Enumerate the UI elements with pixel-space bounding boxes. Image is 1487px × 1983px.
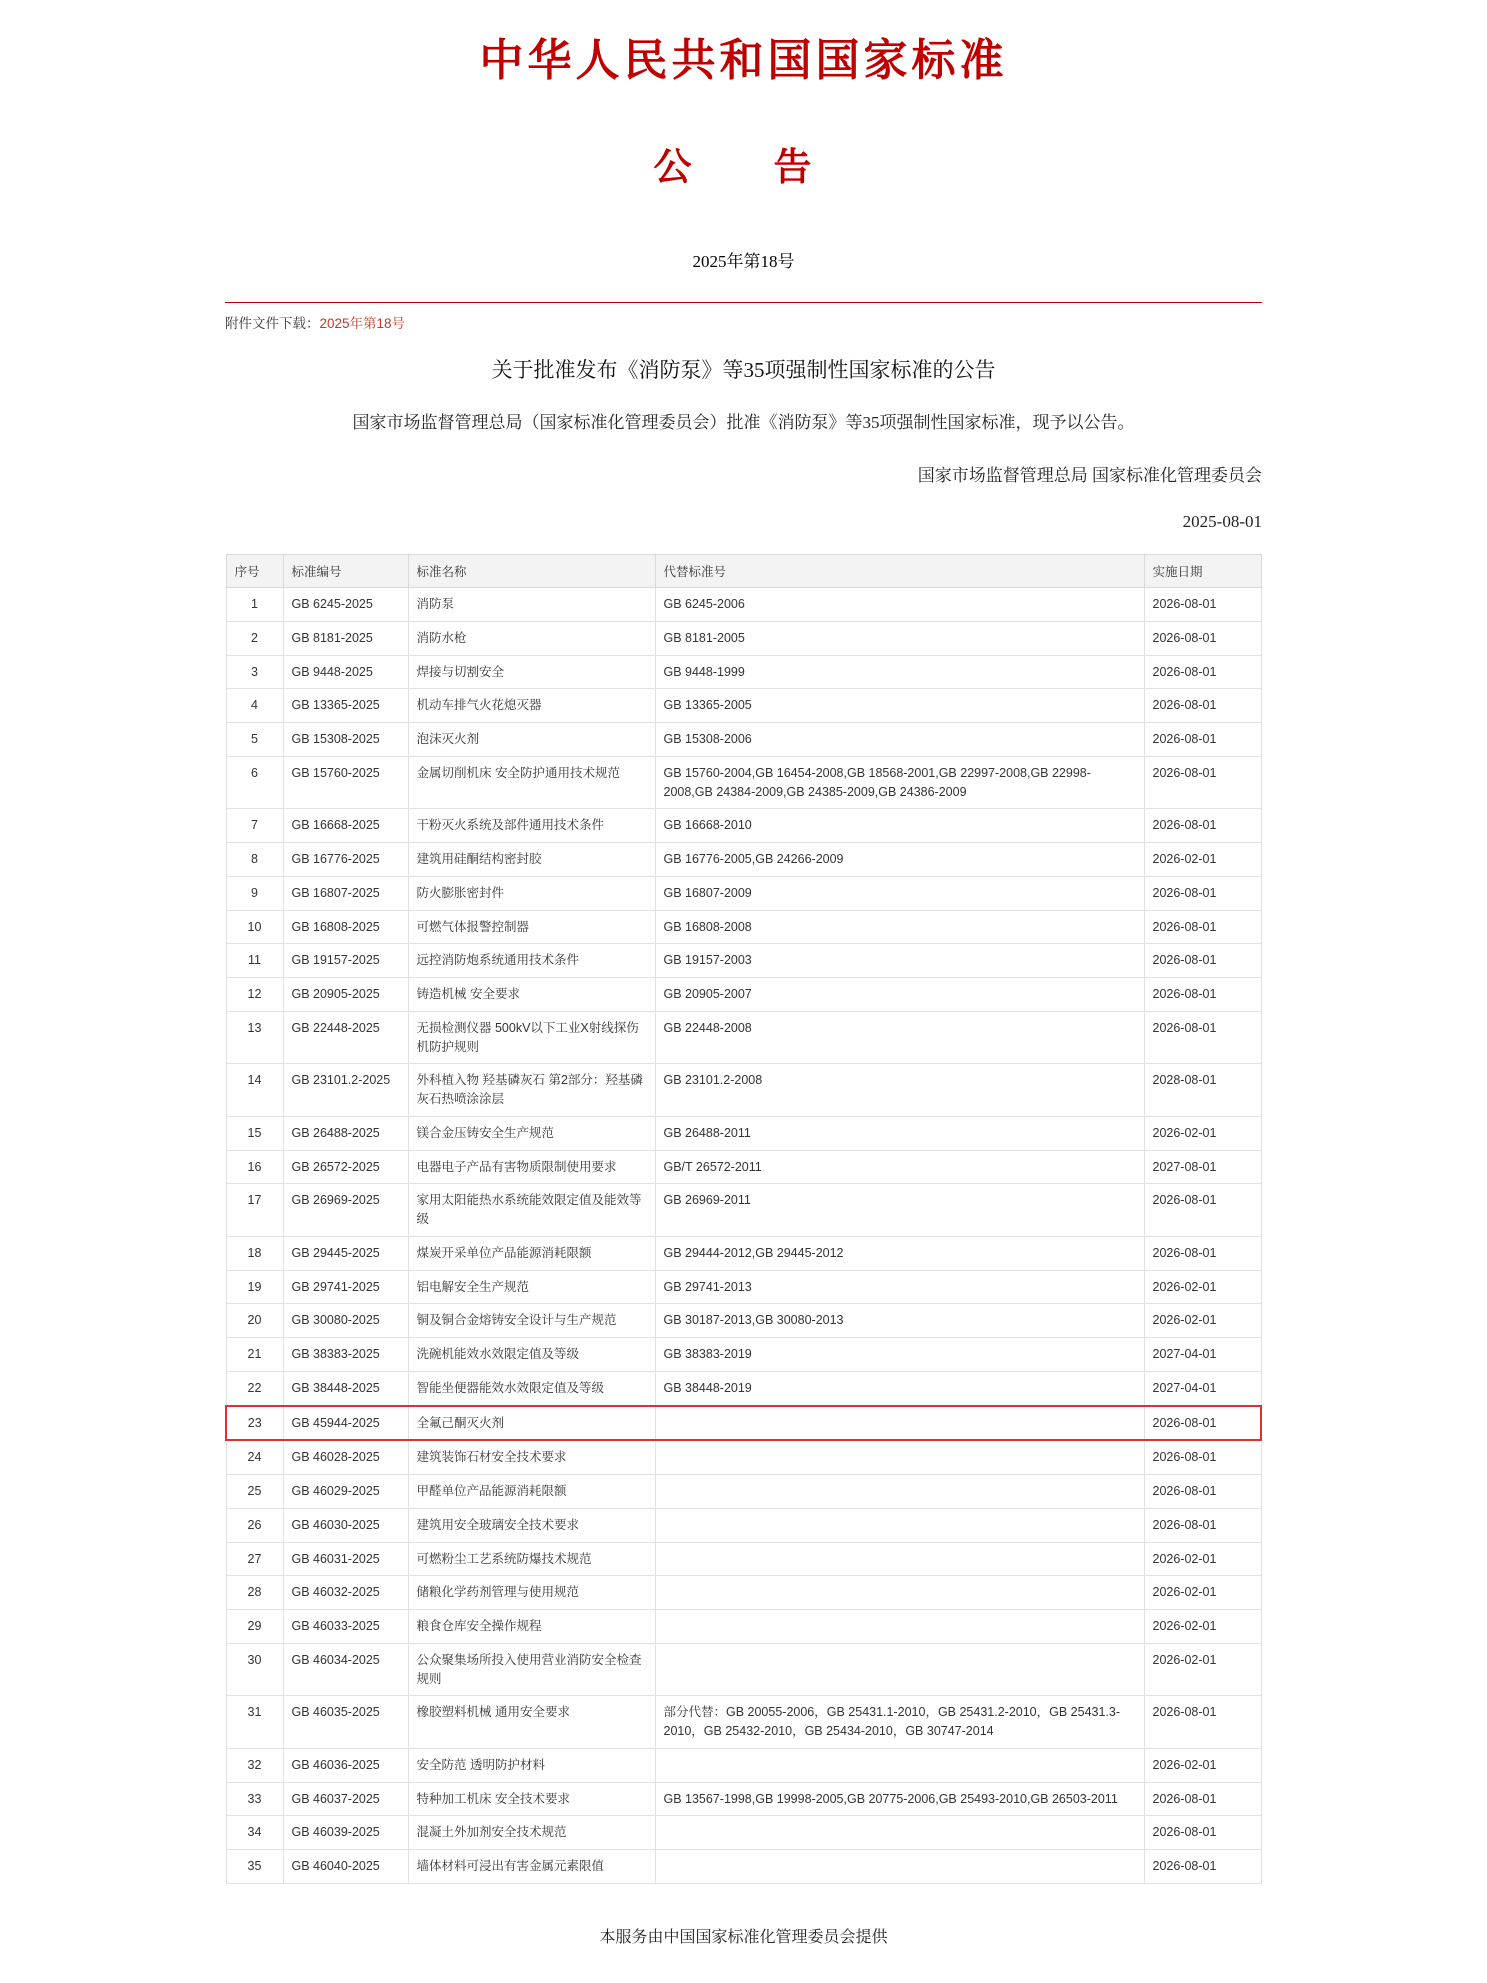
column-header-standard-number: 标准编号 xyxy=(283,555,408,588)
table-row xyxy=(226,1371,1261,1405)
cell-replaced-standard: GB 26488-2011 xyxy=(655,1116,1144,1150)
cell-implementation-date: 2026-08-01 xyxy=(1144,1782,1261,1816)
cell-implementation-date: 2026-08-01 xyxy=(1144,1850,1261,1884)
cell-standard-name[interactable]: 无损检测仪器 500kV以下工业X射线探伤机防护规则 xyxy=(408,1011,655,1064)
cell-replaced-standard: GB 23101.2-2008 xyxy=(655,1064,1144,1117)
table-row xyxy=(226,1542,1261,1576)
cell-standard-number: GB 38383-2025 xyxy=(283,1338,408,1372)
cell-index: 19 xyxy=(226,1270,283,1304)
table-row xyxy=(226,1150,1261,1184)
table-row xyxy=(226,1816,1261,1850)
cell-standard-name[interactable]: 可燃粉尘工艺系统防爆技术规范 xyxy=(408,1542,655,1576)
cell-standard-name[interactable]: 消防水枪 xyxy=(408,621,655,655)
cell-replaced-standard xyxy=(655,1475,1144,1509)
cell-implementation-date: 2026-08-01 xyxy=(1144,944,1261,978)
column-header-replaced-standard: 代替标准号 xyxy=(655,555,1144,588)
table-row xyxy=(226,876,1261,910)
cell-standard-number: GB 38448-2025 xyxy=(283,1371,408,1405)
cell-implementation-date: 2026-02-01 xyxy=(1144,1270,1261,1304)
cell-replaced-standard: GB 16807-2009 xyxy=(655,876,1144,910)
cell-index: 20 xyxy=(226,1304,283,1338)
cell-standard-number: GB 19157-2025 xyxy=(283,944,408,978)
table-row xyxy=(226,843,1261,877)
table-row xyxy=(226,1184,1261,1237)
table-row xyxy=(226,1610,1261,1644)
cell-standard-name[interactable]: 洗碗机能效水效限定值及等级 xyxy=(408,1338,655,1372)
column-header-index: 序号 xyxy=(226,555,283,588)
cell-implementation-date: 2026-08-01 xyxy=(1144,1406,1261,1441)
cell-index: 15 xyxy=(226,1116,283,1150)
cell-implementation-date: 2026-08-01 xyxy=(1144,978,1261,1012)
table-row xyxy=(226,910,1261,944)
cell-index: 2 xyxy=(226,621,283,655)
cell-replaced-standard: GB 22448-2008 xyxy=(655,1011,1144,1064)
table-row xyxy=(226,809,1261,843)
attachment-download-link[interactable]: 2025年第18号 xyxy=(319,316,406,331)
cell-standard-name[interactable]: 家用太阳能热水系统能效限定值及能效等级 xyxy=(408,1184,655,1237)
cell-index: 32 xyxy=(226,1748,283,1782)
cell-replaced-standard xyxy=(655,1508,1144,1542)
cell-replaced-standard: GB 29741-2013 xyxy=(655,1270,1144,1304)
cell-replaced-standard: GB 8181-2005 xyxy=(655,621,1144,655)
cell-index: 27 xyxy=(226,1542,283,1576)
cell-standard-number: GB 46039-2025 xyxy=(283,1816,408,1850)
cell-index: 23 xyxy=(226,1406,283,1441)
cell-standard-name[interactable]: 全氟己酮灭火剂 xyxy=(408,1406,655,1441)
cell-implementation-date: 2026-02-01 xyxy=(1144,1576,1261,1610)
cell-replaced-standard xyxy=(655,1748,1144,1782)
cell-implementation-date: 2026-02-01 xyxy=(1144,1610,1261,1644)
table-row xyxy=(226,1116,1261,1150)
cell-replaced-standard: GB 16668-2010 xyxy=(655,809,1144,843)
cell-implementation-date: 2026-08-01 xyxy=(1144,723,1261,757)
column-header-standard-name: 标准名称 xyxy=(408,555,655,588)
table-row xyxy=(226,756,1261,809)
cell-index: 7 xyxy=(226,809,283,843)
cell-index: 11 xyxy=(226,944,283,978)
cell-implementation-date: 2026-08-01 xyxy=(1144,588,1261,622)
table-row xyxy=(226,655,1261,689)
cell-standard-number: GB 16668-2025 xyxy=(283,809,408,843)
cell-standard-number: GB 46031-2025 xyxy=(283,1542,408,1576)
cell-implementation-date: 2026-08-01 xyxy=(1144,756,1261,809)
cell-standard-name[interactable]: 公众聚集场所投入使用营业消防安全检查规则 xyxy=(408,1643,655,1696)
cell-implementation-date: 2028-08-01 xyxy=(1144,1064,1261,1117)
cell-standard-number: GB 46035-2025 xyxy=(283,1696,408,1749)
cell-implementation-date: 2026-08-01 xyxy=(1144,1184,1261,1237)
cell-standard-number: GB 23101.2-2025 xyxy=(283,1064,408,1117)
cell-index: 22 xyxy=(226,1371,283,1405)
table-row xyxy=(226,1850,1261,1884)
cell-replaced-standard: GB 15308-2006 xyxy=(655,723,1144,757)
table-row xyxy=(226,1406,1261,1441)
cell-standard-number: GB 26488-2025 xyxy=(283,1116,408,1150)
cell-index: 12 xyxy=(226,978,283,1012)
cell-replaced-standard: GB 16808-2008 xyxy=(655,910,1144,944)
divider xyxy=(0,302,1487,303)
standards-table-body xyxy=(226,588,1261,1884)
attachment-line xyxy=(0,312,1487,332)
cell-implementation-date: 2026-08-01 xyxy=(1144,910,1261,944)
document-body: 国家市场监督管理总局（国家标准化管理委员会）批准《消防泵》等35项强制性国家标准，现予以公告。 xyxy=(352,413,1135,432)
cell-standard-name[interactable]: 泡沫灭火剂 xyxy=(408,723,655,757)
table-row xyxy=(226,1338,1261,1372)
cell-index: 13 xyxy=(226,1011,283,1064)
cell-standard-name[interactable]: 金属切削机床 安全防护通用技术规范 xyxy=(408,756,655,809)
cell-replaced-standard xyxy=(655,1440,1144,1474)
cell-index: 30 xyxy=(226,1643,283,1696)
table-row xyxy=(226,621,1261,655)
table-row xyxy=(226,1643,1261,1696)
cell-index: 28 xyxy=(226,1576,283,1610)
table-row xyxy=(226,978,1261,1012)
table-row xyxy=(226,944,1261,978)
cell-index: 9 xyxy=(226,876,283,910)
cell-replaced-standard: GB 19157-2003 xyxy=(655,944,1144,978)
cell-implementation-date: 2026-02-01 xyxy=(1144,1542,1261,1576)
cell-replaced-standard xyxy=(655,1542,1144,1576)
cell-replaced-standard: GB 38448-2019 xyxy=(655,1371,1144,1405)
table-row xyxy=(226,588,1261,622)
cell-standard-number: GB 16808-2025 xyxy=(283,910,408,944)
table-row xyxy=(226,1748,1261,1782)
cell-standard-number: GB 20905-2025 xyxy=(283,978,408,1012)
table-row xyxy=(226,1270,1261,1304)
cell-standard-name[interactable]: 机动车排气火花熄灭器 xyxy=(408,689,655,723)
cell-standard-name[interactable]: 安全防范 透明防护材料 xyxy=(408,1748,655,1782)
cell-standard-number: GB 6245-2025 xyxy=(283,588,408,622)
cell-standard-number: GB 16807-2025 xyxy=(283,876,408,910)
cell-standard-number: GB 22448-2025 xyxy=(283,1011,408,1064)
cell-implementation-date: 2027-04-01 xyxy=(1144,1371,1261,1405)
cell-replaced-standard xyxy=(655,1816,1144,1850)
table-row xyxy=(226,1475,1261,1509)
cell-implementation-date: 2026-08-01 xyxy=(1144,1236,1261,1270)
cell-standard-name[interactable]: 铸造机械 安全要求 xyxy=(408,978,655,1012)
cell-index: 31 xyxy=(226,1696,283,1749)
cell-standard-number: GB 46030-2025 xyxy=(283,1508,408,1542)
standards-table xyxy=(225,554,1262,1884)
cell-index: 25 xyxy=(226,1475,283,1509)
cell-implementation-date: 2026-08-01 xyxy=(1144,1508,1261,1542)
standards-table-container xyxy=(0,554,1487,1884)
cell-standard-name[interactable]: 混凝土外加剂安全技术规范 xyxy=(408,1816,655,1850)
cell-index: 4 xyxy=(226,689,283,723)
cell-standard-number: GB 46036-2025 xyxy=(283,1748,408,1782)
cell-standard-number: GB 9448-2025 xyxy=(283,655,408,689)
cell-standard-number: GB 29741-2025 xyxy=(283,1270,408,1304)
cell-standard-name[interactable]: 建筑装饰石材安全技术要求 xyxy=(408,1440,655,1474)
cell-implementation-date: 2026-08-01 xyxy=(1144,655,1261,689)
cell-replaced-standard: GB 16776-2005,GB 24266-2009 xyxy=(655,843,1144,877)
cell-replaced-standard: GB 29444-2012,GB 29445-2012 xyxy=(655,1236,1144,1270)
cell-replaced-standard: GB 38383-2019 xyxy=(655,1338,1144,1372)
cell-implementation-date: 2026-08-01 xyxy=(1144,809,1261,843)
table-row xyxy=(226,1011,1261,1064)
cell-standard-name[interactable]: 消防泵 xyxy=(408,588,655,622)
document-title: 关于批准发布《消防泵》等35项强制性国家标准的公告 xyxy=(491,358,996,382)
cell-replaced-standard: GB 6245-2006 xyxy=(655,588,1144,622)
table-row xyxy=(226,1696,1261,1749)
cell-standard-number: GB 15308-2025 xyxy=(283,723,408,757)
cell-implementation-date: 2026-08-01 xyxy=(1144,621,1261,655)
cell-index: 26 xyxy=(226,1508,283,1542)
cell-index: 18 xyxy=(226,1236,283,1270)
cell-replaced-standard: GB 9448-1999 xyxy=(655,655,1144,689)
cell-standard-number: GB 13365-2025 xyxy=(283,689,408,723)
cell-replaced-standard: GB 30187-2013,GB 30080-2013 xyxy=(655,1304,1144,1338)
issue-number: 2025年第18号 xyxy=(692,252,795,271)
cell-replaced-standard xyxy=(655,1643,1144,1696)
issuing-authority: 国家市场监督管理总局 国家标准化管理委员会 xyxy=(917,466,1262,485)
cell-index: 33 xyxy=(226,1782,283,1816)
cell-implementation-date: 2027-08-01 xyxy=(1144,1150,1261,1184)
cell-index: 3 xyxy=(226,655,283,689)
cell-index: 10 xyxy=(226,910,283,944)
cell-index: 6 xyxy=(226,756,283,809)
table-row xyxy=(226,1508,1261,1542)
cell-implementation-date: 2026-08-01 xyxy=(1144,1696,1261,1749)
cell-index: 34 xyxy=(226,1816,283,1850)
cell-standard-number: GB 46040-2025 xyxy=(283,1850,408,1884)
cell-index: 35 xyxy=(226,1850,283,1884)
cell-standard-number: GB 8181-2025 xyxy=(283,621,408,655)
cell-replaced-standard: GB 26969-2011 xyxy=(655,1184,1144,1237)
cell-standard-name[interactable]: 建筑用硅酮结构密封胶 xyxy=(408,843,655,877)
page-subtitle: 公 告 xyxy=(653,147,834,189)
cell-standard-number: GB 16776-2025 xyxy=(283,843,408,877)
cell-standard-name[interactable]: 智能坐便器能效水效限定值及等级 xyxy=(408,1371,655,1405)
cell-index: 1 xyxy=(226,588,283,622)
cell-implementation-date: 2026-02-01 xyxy=(1144,1304,1261,1338)
cell-implementation-date: 2026-02-01 xyxy=(1144,1748,1261,1782)
cell-standard-number: GB 26969-2025 xyxy=(283,1184,408,1237)
cell-standard-number: GB 15760-2025 xyxy=(283,756,408,809)
cell-standard-name[interactable]: 墙体材料可浸出有害金属元素限值 xyxy=(408,1850,655,1884)
cell-index: 5 xyxy=(226,723,283,757)
cell-standard-name[interactable]: 甲醛单位产品能源消耗限额 xyxy=(408,1475,655,1509)
table-row xyxy=(226,1304,1261,1338)
cell-implementation-date: 2026-08-01 xyxy=(1144,1816,1261,1850)
cell-replaced-standard: GB/T 26572-2011 xyxy=(655,1150,1144,1184)
cell-standard-name[interactable]: 煤炭开采单位产品能源消耗限额 xyxy=(408,1236,655,1270)
page-title: 中华人民共和国国家标准 xyxy=(479,36,1008,85)
cell-standard-number: GB 26572-2025 xyxy=(283,1150,408,1184)
cell-replaced-standard xyxy=(655,1850,1144,1884)
cell-standard-number: GB 30080-2025 xyxy=(283,1304,408,1338)
cell-replaced-standard xyxy=(655,1406,1144,1441)
cell-standard-name[interactable]: 储粮化学药剂管理与使用规范 xyxy=(408,1576,655,1610)
cell-standard-name[interactable]: 橡胶塑料机械 通用安全要求 xyxy=(408,1696,655,1749)
cell-standard-name[interactable]: 铝电解安全生产规范 xyxy=(408,1270,655,1304)
cell-implementation-date: 2026-08-01 xyxy=(1144,876,1261,910)
cell-replaced-standard: 部分代替：GB 20055-2006，GB 25431.1-2010，GB 25431.2-2010，GB 25431.3-2010，GB 25432-2010，GB 25434-2010，GB 30747-2014 xyxy=(655,1696,1144,1749)
cell-standard-number: GB 46034-2025 xyxy=(283,1643,408,1696)
cell-standard-name[interactable]: 粮食仓库安全操作规程 xyxy=(408,1610,655,1644)
cell-implementation-date: 2026-08-01 xyxy=(1144,689,1261,723)
table-row xyxy=(226,1236,1261,1270)
cell-standard-name[interactable]: 干粉灭火系统及部件通用技术条件 xyxy=(408,809,655,843)
cell-standard-number: GB 46028-2025 xyxy=(283,1440,408,1474)
cell-standard-number: GB 46033-2025 xyxy=(283,1610,408,1644)
cell-index: 14 xyxy=(226,1064,283,1117)
footer-note: 本服务由中国国家标准化管理委员会提供 xyxy=(599,1928,888,1946)
cell-standard-number: GB 45944-2025 xyxy=(283,1406,408,1441)
publish-date: 2025-08-01 xyxy=(1182,512,1262,531)
cell-implementation-date: 2026-08-01 xyxy=(1144,1475,1261,1509)
cell-replaced-standard: GB 13365-2005 xyxy=(655,689,1144,723)
cell-standard-number: GB 46037-2025 xyxy=(283,1782,408,1816)
cell-implementation-date: 2026-02-01 xyxy=(1144,1116,1261,1150)
cell-standard-name[interactable]: 可燃气体报警控制器 xyxy=(408,910,655,944)
cell-index: 16 xyxy=(226,1150,283,1184)
table-row xyxy=(226,1064,1261,1117)
cell-standard-name[interactable]: 建筑用安全玻璃安全技术要求 xyxy=(408,1508,655,1542)
cell-implementation-date: 2026-08-01 xyxy=(1144,1440,1261,1474)
table-header-row xyxy=(226,555,1261,588)
table-row xyxy=(226,689,1261,723)
table-row xyxy=(226,1782,1261,1816)
cell-standard-name[interactable]: 焊接与切割安全 xyxy=(408,655,655,689)
table-row xyxy=(226,1576,1261,1610)
cell-replaced-standard xyxy=(655,1576,1144,1610)
table-row xyxy=(226,723,1261,757)
cell-standard-name[interactable]: 铜及铜合金熔铸安全设计与生产规范 xyxy=(408,1304,655,1338)
cell-replaced-standard: GB 20905-2007 xyxy=(655,978,1144,1012)
cell-index: 17 xyxy=(226,1184,283,1237)
cell-implementation-date: 2026-02-01 xyxy=(1144,1643,1261,1696)
cell-standard-name[interactable]: 防火膨胀密封件 xyxy=(408,876,655,910)
cell-replaced-standard: GB 15760-2004,GB 16454-2008,GB 18568-2001,GB 22997-2008,GB 22998-2008,GB 24384-2009,GB 24385-2009,GB 24386-2009 xyxy=(655,756,1144,809)
cell-implementation-date: 2026-08-01 xyxy=(1144,1011,1261,1064)
table-row xyxy=(226,1440,1261,1474)
attachment-label: 附件文件下载： xyxy=(225,316,320,331)
cell-index: 8 xyxy=(226,843,283,877)
cell-standard-number: GB 46032-2025 xyxy=(283,1576,408,1610)
cell-standard-name[interactable]: 电器电子产品有害物质限制使用要求 xyxy=(408,1150,655,1184)
cell-implementation-date: 2027-04-01 xyxy=(1144,1338,1261,1372)
cell-standard-name[interactable]: 镁合金压铸安全生产规范 xyxy=(408,1116,655,1150)
cell-replaced-standard: GB 13567-1998,GB 19998-2005,GB 20775-2006,GB 25493-2010,GB 26503-2011 xyxy=(655,1782,1144,1816)
column-header-implementation-date: 实施日期 xyxy=(1144,555,1261,588)
cell-index: 21 xyxy=(226,1338,283,1372)
cell-replaced-standard xyxy=(655,1610,1144,1644)
cell-standard-name[interactable]: 外科植入物 羟基磷灰石 第2部分：羟基磷灰石热喷涂涂层 xyxy=(408,1064,655,1117)
cell-standard-number: GB 46029-2025 xyxy=(283,1475,408,1509)
cell-standard-name[interactable]: 远控消防炮系统通用技术条件 xyxy=(408,944,655,978)
cell-implementation-date: 2026-02-01 xyxy=(1144,843,1261,877)
cell-index: 24 xyxy=(226,1440,283,1474)
cell-index: 29 xyxy=(226,1610,283,1644)
cell-standard-name[interactable]: 特种加工机床 安全技术要求 xyxy=(408,1782,655,1816)
cell-standard-number: GB 29445-2025 xyxy=(283,1236,408,1270)
